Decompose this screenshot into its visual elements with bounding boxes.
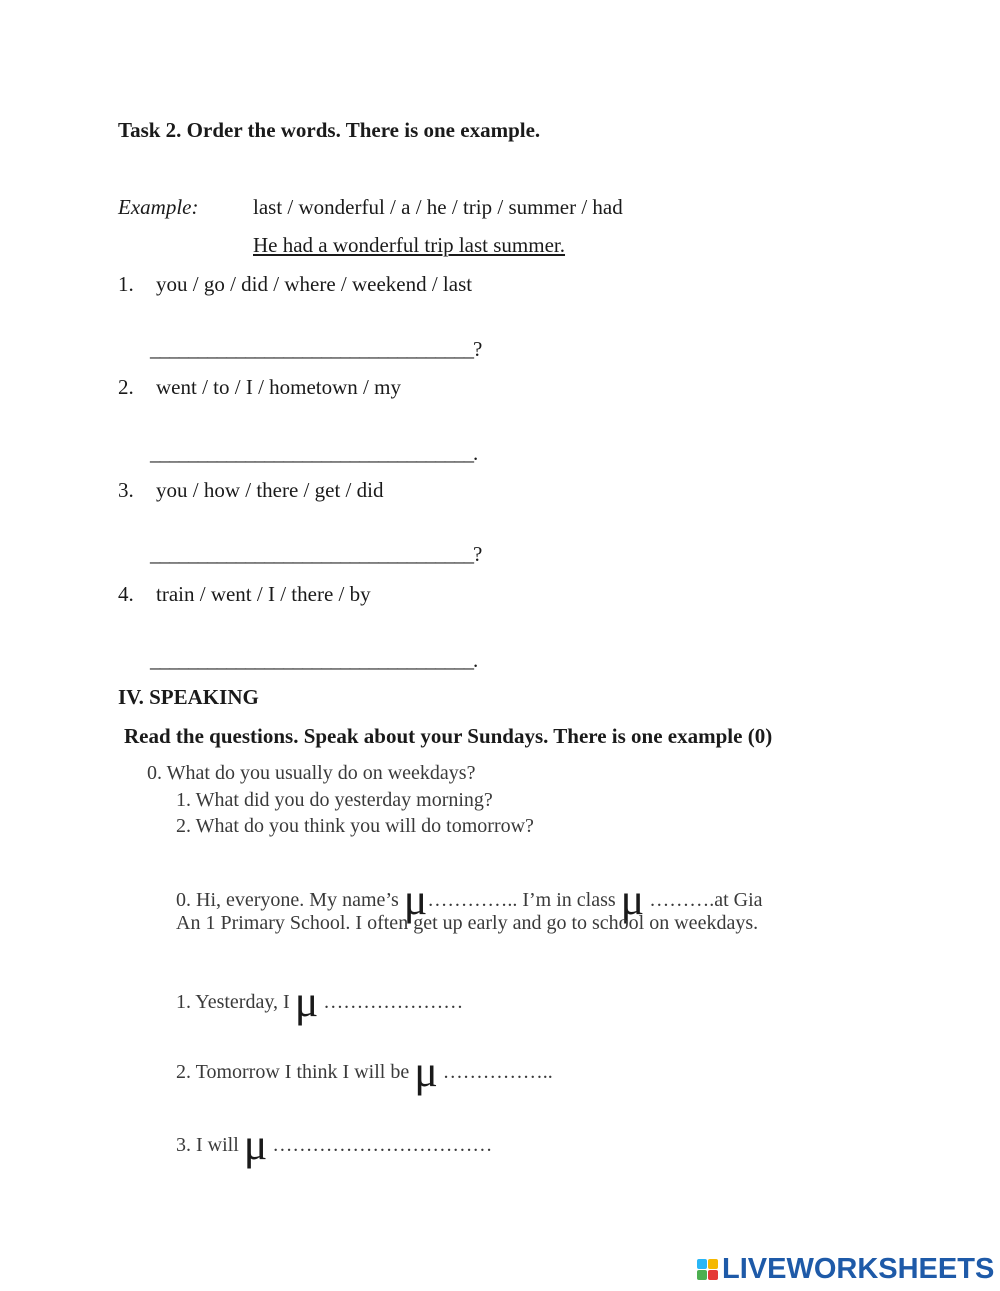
- answer-0-part-1: 0. Hi, everyone. My name’s: [176, 889, 404, 911]
- answer-2-prefix: 2. Tomorrow I think I will be: [176, 1061, 415, 1083]
- logo-square: [708, 1259, 718, 1269]
- answer-0-part-3: ……….at Gia: [644, 889, 763, 911]
- logo-text: LIVEWORKSHEETS: [722, 1252, 995, 1285]
- answer-2: [176, 1042, 553, 1096]
- answer-row-1[interactable]: [150, 337, 482, 362]
- speaking-heading: IV. SPEAKING: [118, 685, 259, 709]
- mic-icon[interactable]: μ: [243, 1120, 268, 1169]
- logo-square: [708, 1270, 718, 1280]
- item-words: you / how / there / get / did: [156, 478, 384, 502]
- item-words: you / go / did / where / weekend / last: [156, 272, 473, 296]
- mic-icon[interactable]: μ: [414, 1047, 438, 1096]
- question-2: 2. What do you think you will do tomorrow?: [176, 815, 534, 837]
- example-answer: He had a wonderful trip last summer.: [253, 233, 566, 257]
- answer-1: [176, 972, 464, 1026]
- answer-end: ?: [473, 542, 483, 566]
- item-words: train / went / I / there / by: [156, 582, 371, 606]
- answer-end: ?: [473, 337, 483, 361]
- mic-icon[interactable]: μ: [403, 875, 428, 924]
- item-words: went / to / I / hometown / my: [156, 375, 401, 399]
- answer-line[interactable]: __________________________________: [150, 441, 473, 465]
- answer-1-prefix: 1. Yesterday, I: [176, 991, 295, 1013]
- answer-2-dots: ……………..: [437, 1061, 553, 1083]
- answer-3-dots: ……………………………: [267, 1134, 493, 1156]
- mic-icon[interactable]: μ: [294, 977, 319, 1026]
- speaking-instruction: Read the questions. Speak about your Sundays. There is one example (0): [124, 724, 773, 748]
- answer-0-part-2: ………….. I’m in class: [427, 889, 621, 911]
- answer-0-line-2: An 1 Primary School. I often get up early and go to school on weekdays.: [176, 912, 759, 934]
- example-words: last / wonderful / a / he / trip / summer / had: [253, 195, 623, 219]
- answer-1-dots: …………………: [318, 991, 464, 1013]
- logo-square: [697, 1270, 707, 1280]
- answer-row-3[interactable]: [150, 542, 482, 567]
- question-0: 0. What do you usually do on weekdays?: [147, 762, 476, 784]
- answer-row-4[interactable]: [150, 648, 478, 673]
- answer-end: .: [473, 441, 479, 465]
- mic-icon[interactable]: μ: [620, 875, 645, 924]
- task2-heading: Task 2. Order the words. There is one example.: [118, 118, 541, 142]
- answer-row-2[interactable]: [150, 441, 478, 466]
- item-number: 3.: [118, 478, 134, 502]
- answer-end: .: [473, 648, 479, 672]
- item-number: 1.: [118, 272, 134, 296]
- logo-square: [697, 1259, 707, 1269]
- answer-line[interactable]: __________________________________: [150, 542, 473, 566]
- answer-3-prefix: 3. I will: [176, 1134, 244, 1156]
- item-number: 2.: [118, 375, 134, 399]
- question-1: 1. What did you do yesterday morning?: [176, 789, 493, 811]
- answer-line[interactable]: __________________________________: [150, 337, 473, 361]
- answer-line[interactable]: __________________________________: [150, 648, 473, 672]
- item-number: 4.: [118, 582, 134, 606]
- liveworksheets-logo: [697, 1252, 994, 1286]
- liveworksheets-logo-icon: [697, 1259, 718, 1280]
- answer-3: [176, 1115, 493, 1169]
- example-label: Example:: [118, 195, 199, 219]
